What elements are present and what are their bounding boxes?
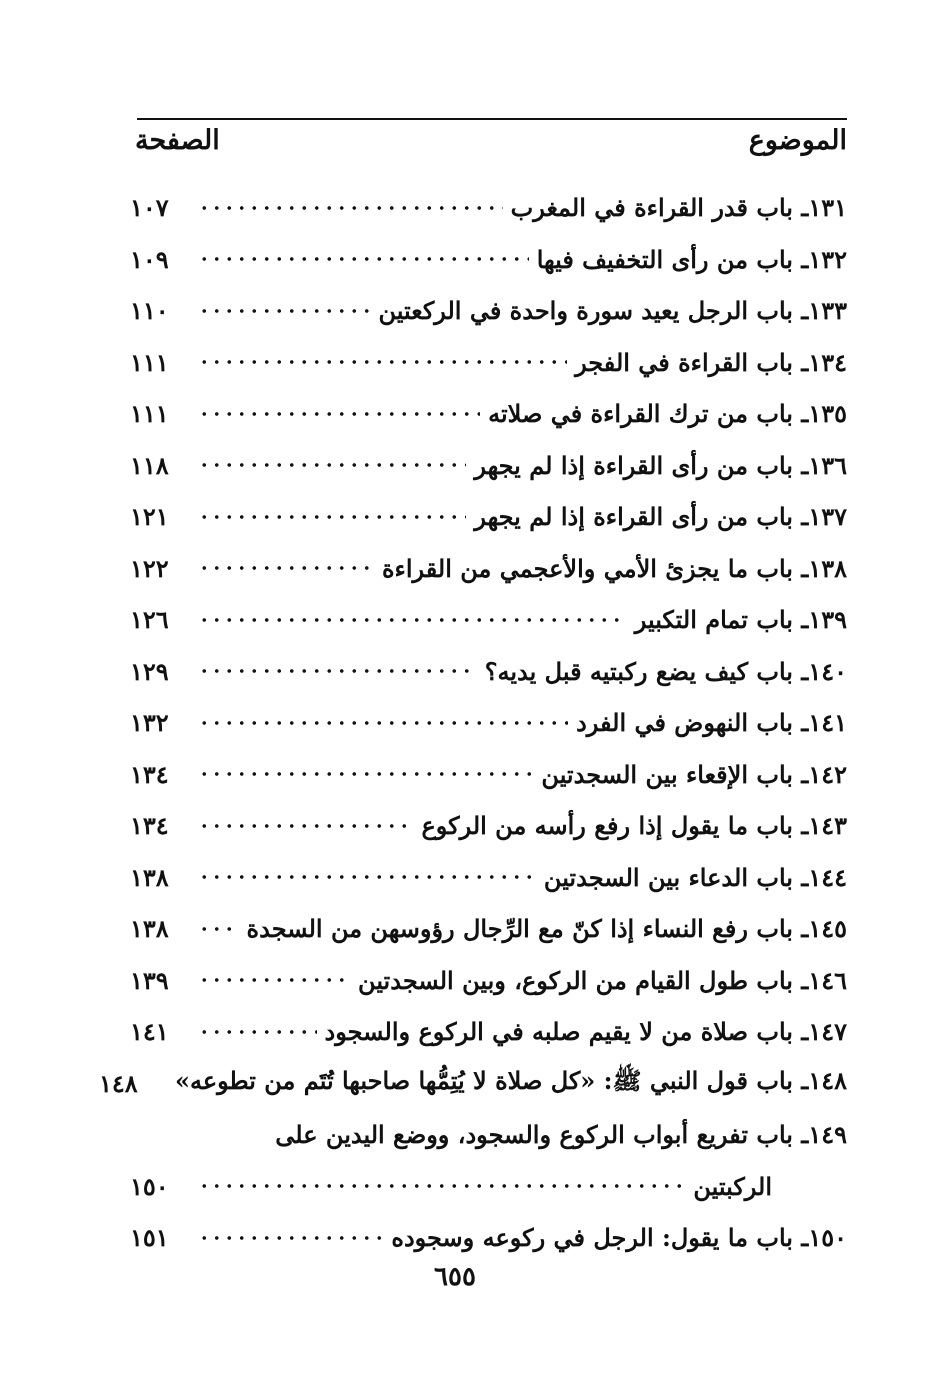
dot-leader	[198, 769, 533, 779]
entry-title: ١٤١ـ باب النهوض في الفرد	[576, 708, 847, 738]
entry-page: ١١٠	[130, 296, 169, 326]
toc-entry	[130, 337, 847, 389]
toc-entry	[130, 697, 847, 749]
toc-entry	[130, 594, 847, 646]
entry-title: ١٤٦ـ باب طول القيام من الركوع، وبين السجدتين	[358, 965, 847, 995]
dot-leader	[198, 1027, 317, 1037]
entry-title: ١٣٥ـ باب من ترك القراءة في صلاته	[488, 399, 847, 429]
toc-entry	[130, 1212, 847, 1264]
entry-page: ١٢٦	[130, 605, 169, 635]
entry-title: ١٤٣ـ باب ما يقول إذا رفع رأسه من الركوع	[421, 811, 847, 841]
dot-leader	[198, 821, 413, 831]
dot-leader	[198, 409, 480, 419]
toc-entry	[130, 800, 847, 852]
dot-leader	[198, 357, 567, 367]
toc-entry	[130, 182, 847, 234]
toc-entry	[130, 388, 847, 440]
page-column-header: الصفحة	[135, 125, 220, 156]
entry-title: ١٤٢ـ باب الإقعاء بين السجدتين	[541, 759, 847, 789]
entry-page: ١٠٩	[130, 244, 169, 274]
entry-page: ١٠٧	[130, 193, 169, 223]
toc-entry	[130, 955, 847, 1007]
entry-page: ١٥١	[130, 1223, 169, 1253]
entry-title: ١٤٨ـ باب قول النبي ﷺ: «كل صلاة لا يُتِمُّها صاحبها تُتَم من تطوعه»	[174, 1065, 847, 1095]
dot-leader	[198, 563, 374, 573]
entry-title: ١٤٩ـ باب تفريع أبواب الركوع والسجود، ووضع اليدين على	[275, 1120, 847, 1150]
toc-entry	[130, 1006, 847, 1058]
dot-leader	[198, 872, 536, 882]
toc-entry	[130, 285, 847, 337]
entry-page: ١٢٢	[130, 553, 169, 583]
entry-title: ١٣٣ـ باب الرجل يعيد سورة واحدة في الركعتين	[378, 296, 847, 326]
dot-leader	[198, 203, 503, 213]
entry-title: ١٣٧ـ باب من رأى القراءة إذا لم يجهر	[474, 502, 847, 532]
toc-entry	[130, 234, 847, 286]
entry-page: ١٢٩	[130, 656, 169, 686]
dot-leader	[198, 512, 466, 522]
dot-leader	[198, 1233, 383, 1243]
table-of-contents	[98, 182, 847, 1264]
dot-leader	[198, 1181, 685, 1191]
entry-title: ١٣٢ـ باب من رأى التخفيف فيها	[536, 244, 847, 274]
entry-page: ١٣٩	[130, 965, 169, 995]
toc-entry-wrapped-line1	[130, 1109, 847, 1161]
header-rule	[137, 118, 847, 120]
toc-entry	[130, 852, 847, 904]
entry-title: ١٣٦ـ باب من رأى القراءة إذا لم يجهر	[474, 450, 847, 480]
toc-entry-wrapped-line2	[130, 1161, 847, 1213]
entry-page: ١٣٨	[130, 862, 169, 892]
entry-page: ١١٨	[130, 450, 169, 480]
entry-page: ١١١	[130, 347, 169, 377]
dot-leader	[198, 306, 370, 316]
toc-entry	[130, 543, 847, 595]
entry-title: ١٤٥ـ باب رفع النساء إذا كنّ مع الرِّجال رؤوسهن من السجدة	[246, 914, 847, 944]
toc-entry	[98, 1058, 847, 1110]
entry-title: ١٣١ـ باب قدر القراءة في المغرب	[510, 193, 847, 223]
entry-page: ١٣٤	[130, 811, 169, 841]
dot-leader	[198, 254, 529, 264]
entry-page: ١٤١	[130, 1017, 169, 1047]
dot-leader	[198, 666, 477, 676]
dot-leader	[198, 924, 239, 934]
entry-page: ١٣٢	[130, 708, 169, 738]
entry-page: ١٢١	[130, 502, 169, 532]
topic-column-header: الموضوع	[748, 125, 847, 156]
entry-page: ١٤٨	[98, 1068, 138, 1098]
toc-entry	[130, 749, 847, 801]
dot-leader	[198, 975, 350, 985]
entry-title: ١٣٤ـ باب القراءة في الفجر	[575, 347, 847, 377]
entry-title-continued: الركبتين	[693, 1171, 772, 1201]
dot-leader	[198, 460, 466, 470]
entry-page: ١٣٤	[130, 759, 169, 789]
toc-entry	[130, 903, 847, 955]
entry-title: ١٥٠ـ باب ما يقول: الرجل في ركوعه وسجوده	[391, 1223, 847, 1253]
entry-page: ١٣٨	[130, 914, 169, 944]
toc-entry	[130, 440, 847, 492]
entry-title: ١٣٩ـ باب تمام التكبير	[634, 605, 847, 635]
toc-entry	[130, 646, 847, 698]
dot-leader	[198, 615, 627, 625]
entry-page: ١١١	[130, 399, 169, 429]
entry-page: ١٥٠	[130, 1171, 169, 1201]
entry-title: ١٤٠ـ باب كيف يضع ركبتيه قبل يديه؟	[484, 656, 847, 686]
toc-entry	[130, 491, 847, 543]
entry-title: ١٤٧ـ باب صلاة من لا يقيم صلبه في الركوع والسجود	[324, 1017, 847, 1047]
entry-title: ١٣٨ـ باب ما يجزئ الأمي والأعجمي من القراءة	[381, 553, 847, 583]
page-number: ٦٥٥	[434, 1262, 476, 1292]
entry-title: ١٤٤ـ باب الدعاء بين السجدتين	[543, 862, 847, 892]
dot-leader	[198, 718, 568, 728]
